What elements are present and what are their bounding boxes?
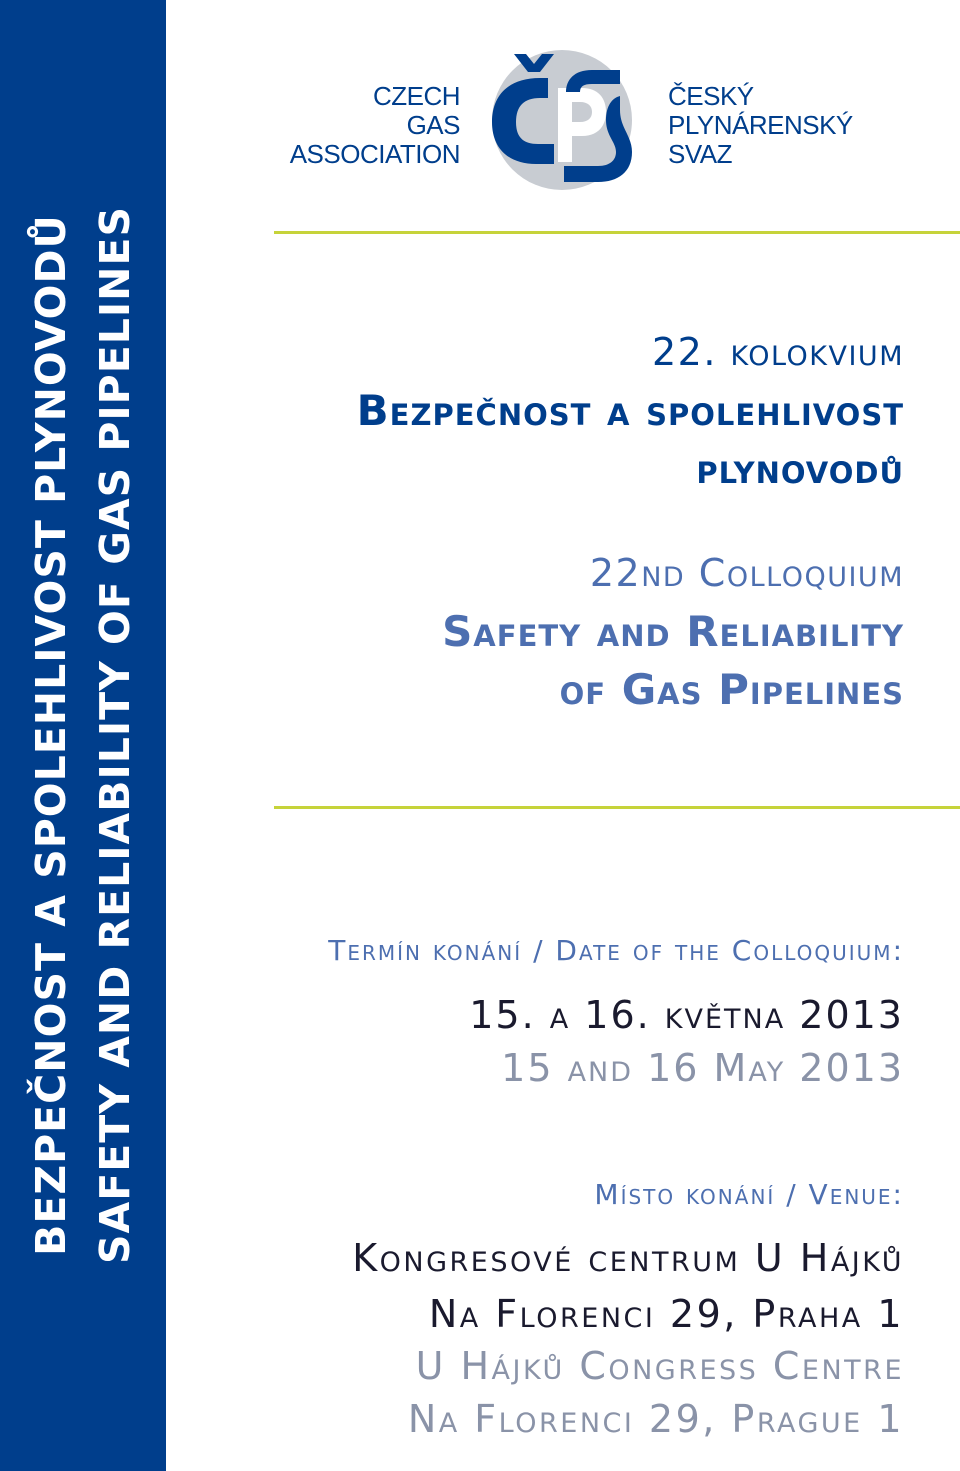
sidebar-title <box>19 95 147 1375</box>
logo-text-line: CZECH <box>372 81 460 111</box>
association-logo <box>270 40 870 200</box>
czech-title <box>357 382 904 498</box>
logo-text-english <box>290 82 460 169</box>
czech-colloquium-number: 22. kolokvium <box>651 330 904 374</box>
venue-czech <box>352 1230 904 1342</box>
english-title-line: of Gas Pipelines <box>559 665 904 714</box>
czech-title-line: plynovodů <box>696 444 904 493</box>
venue-czech-line: Na Florenci 29, Praha 1 <box>428 1292 904 1336</box>
english-colloquium-number: 22nd Colloquium <box>589 551 904 595</box>
divider-middle <box>274 806 960 809</box>
sidebar-title-english: SAFETY AND RELIABILITY OF GAS PIPELINES <box>91 206 139 1264</box>
english-title-line: Safety and Reliability <box>442 607 904 656</box>
divider-top <box>274 231 960 234</box>
sidebar-band <box>0 0 166 1471</box>
venue-czech-line: Kongresové centrum U Hájků <box>352 1236 904 1280</box>
logo-text-line: ČESKÝ <box>668 81 754 111</box>
cps-logo-icon <box>470 40 640 200</box>
venue-english <box>408 1340 904 1446</box>
czech-title-line: Bezpečnost a spolehlivost <box>356 386 904 435</box>
logo-text-line: SVAZ <box>668 139 732 169</box>
date-czech: 15. a 16. května 2013 <box>469 993 904 1037</box>
logo-text-czech <box>668 82 853 169</box>
logo-text-line: GAS <box>406 110 460 140</box>
venue-label: Místo konání / Venue: <box>594 1178 904 1211</box>
logo-text-line: PLYNÁRENSKÝ <box>668 110 853 140</box>
english-title <box>442 603 904 719</box>
logo-text-line: ASSOCIATION <box>289 139 460 169</box>
venue-english-line: Na Florenci 29, Prague 1 <box>407 1397 904 1441</box>
date-label: Termín konání / Date of the Colloquium: <box>328 934 904 967</box>
sidebar-title-czech: BEZPEČNOST A SPOLEHLIVOST PLYNOVODŮ <box>27 214 75 1256</box>
date-english: 15 and 16 May 2013 <box>501 1046 904 1090</box>
venue-english-line: U Hájků Congress Centre <box>415 1344 904 1388</box>
